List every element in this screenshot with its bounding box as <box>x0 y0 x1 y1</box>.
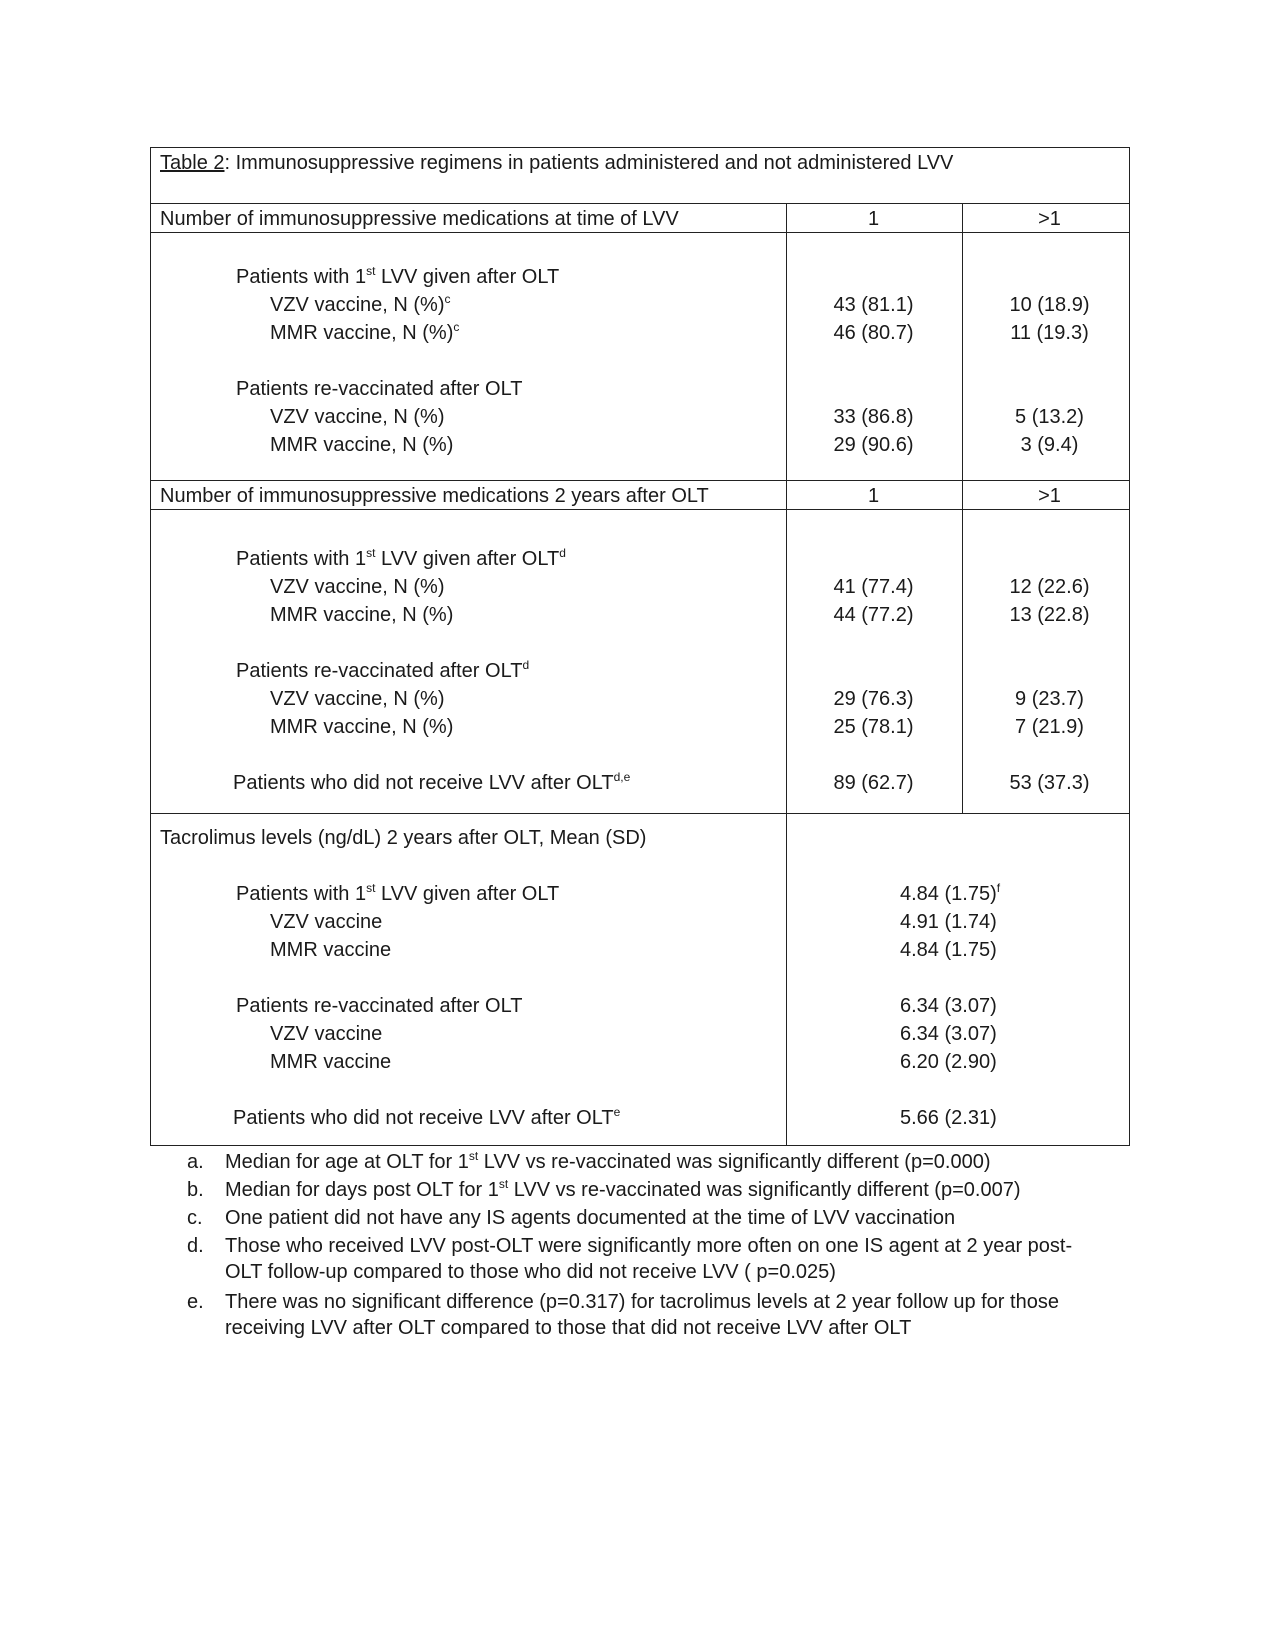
s3-group2-label: Patients re-vaccinated after OLT <box>236 995 523 1017</box>
s2-g2-row1-v2: 9 (23.7) <box>1015 688 1084 710</box>
footnote-d-text-line1: Those who received LVV post-OLT were significantly more often on one IS agent at 2 year post- <box>225 1235 1073 1257</box>
table-caption <box>160 150 953 176</box>
caption-bottom-border <box>150 203 1130 204</box>
footnote-c-letter: c. <box>187 1207 203 1229</box>
footnote-d-letter: d. <box>187 1235 204 1257</box>
s2-group3-label: Patients who did not receive LVV after OLT$^{d,e}$ <box>233 770 631 794</box>
s1-g2-row2-label: MMR vaccine, N (%) <box>270 434 454 456</box>
section1-header: Number of immunosuppressive medications at time of LVV <box>160 208 679 230</box>
s3-group1-label: Patients with 1st LVV given after OLT <box>236 881 560 905</box>
s2-g1-row2-v1: 44 (77.2) <box>833 604 914 626</box>
section2-header-bottom-border <box>150 509 1130 510</box>
s2-g3-v2: 53 (37.3) <box>1009 772 1090 794</box>
s1-g1-row1-v1: 43 (81.1) <box>833 294 914 316</box>
s1-g1-row1-label: VZV vaccine, N (%)$^c$ <box>270 292 451 316</box>
footnote-a-text: Median for age at OLT for 1st LVV vs re-vaccinated was significantly different (p=0.000) <box>225 1149 991 1173</box>
table-top-border <box>150 147 1130 148</box>
s2-g1-row1-v1: 41 (77.4) <box>833 576 914 598</box>
s2-g2-row1-label: VZV vaccine, N (%) <box>270 688 445 710</box>
s3-g2-row1-label: VZV vaccine <box>270 1023 383 1045</box>
footnote-e-letter: e. <box>187 1291 204 1313</box>
footnote-c-text: One patient did not have any IS agents documented at the time of LVV vaccination <box>225 1207 956 1229</box>
footnote-e-text-line2: receiving LVV after OLT compared to those that did not receive LVV after OLT <box>225 1317 912 1339</box>
s2-g3-v1: 89 (62.7) <box>833 772 914 794</box>
s1-g1-row2-v1: 46 (80.7) <box>833 322 914 344</box>
section1-col2-header: >1 <box>1038 208 1061 230</box>
footnote-d-text-line2: OLT follow-up compared to those who did not receive LVV ( p=0.025) <box>225 1261 836 1283</box>
s3-g1-row1-value: 4.91 (1.74) <box>900 911 997 933</box>
table-caption-text: : Immunosuppressive regimens in patients administered and not administered LVV <box>224 152 954 174</box>
section2-col1-header: 1 <box>867 485 880 507</box>
s2-g2-row2-label: MMR vaccine, N (%) <box>270 716 454 738</box>
s3-group3-label: Patients who did not receive LVV after OLT$^e$ <box>233 1105 621 1129</box>
s2-group1-label: Patients with 1st LVV given after OLT$^d$ <box>236 546 566 570</box>
section2-header: Number of immunosuppressive medications 2 years after OLT <box>160 485 709 507</box>
s1-g1-row2-v2: 11 (19.3) <box>1010 322 1089 344</box>
s3-g1-row2-label: MMR vaccine <box>270 939 392 961</box>
s3-g1-value: 4.84 $(1.75)^f$ <box>900 881 1001 905</box>
s3-g2-row2-value: 6.20 (2.90) <box>900 1051 997 1073</box>
footnote-a-letter: a. <box>187 1151 204 1173</box>
s1-g1-row1-v2: 10 (18.9) <box>1009 294 1090 316</box>
section1-header-bottom-border <box>150 232 1130 233</box>
section3-header: Tacrolimus levels (ng/dL) 2 years after OLT, Mean (SD) <box>160 827 647 849</box>
section1-col1-header: 1 <box>867 208 880 230</box>
s1-g1-row2-label: MMR vaccine, N (%)$^c$ <box>270 320 460 344</box>
s3-g2-row2-label: MMR vaccine <box>270 1051 392 1073</box>
s2-group2-label: Patients re-vaccinated after OLT$^d$ <box>236 658 530 682</box>
table-caption-label: Table 2 <box>160 152 225 174</box>
section2-col2-header: >1 <box>1038 485 1061 507</box>
s1-group1-label: Patients with 1st LVV given after OLT <box>236 264 560 288</box>
section2-header-top-border <box>150 480 1130 481</box>
s1-g2-row1-v1: 33 (86.8) <box>833 406 914 428</box>
s2-g1-row1-v2: 12 (22.6) <box>1009 576 1090 598</box>
s3-g1-row1-label: VZV vaccine <box>270 911 383 933</box>
s1-g2-row1-label: VZV vaccine, N (%) <box>270 406 445 428</box>
footnote-b-text: Median for days post OLT for 1st LVV vs re-vaccinated was significantly different (p=0.007) <box>225 1177 1021 1201</box>
footnote-e-text-line1: There was no significant difference (p=0.317) for tacrolimus levels at 2 year follow up for those <box>225 1291 1059 1313</box>
s1-g2-row2-v1: 29 (90.6) <box>833 434 914 456</box>
s2-g2-row2-v1: 25 (78.1) <box>833 716 914 738</box>
footnote-b-letter: b. <box>187 1179 204 1201</box>
s1-g2-row2-v2: 3 (9.4) <box>1020 434 1079 456</box>
section3-top-border <box>150 813 1130 814</box>
table-bottom-border <box>150 1145 1130 1146</box>
s2-g2-row1-v1: 29 (76.3) <box>833 688 914 710</box>
s3-g1-row2-value: 4.84 (1.75) <box>900 939 997 961</box>
s1-g2-row1-v2: 5 (13.2) <box>1015 406 1084 428</box>
s2-g1-row1-label: VZV vaccine, N (%) <box>270 576 445 598</box>
s3-g2-row1-value: 6.34 (3.07) <box>900 1023 997 1045</box>
table-left-border <box>150 147 151 1145</box>
s3-g3-value: 5.66 (2.31) <box>900 1107 997 1129</box>
s3-g2-value: 6.34 (3.07) <box>900 995 997 1017</box>
s2-g2-row2-v2: 7 (21.9) <box>1015 716 1084 738</box>
s2-g1-row2-v2: 13 (22.8) <box>1009 604 1090 626</box>
s1-group2-label: Patients re-vaccinated after OLT <box>236 378 523 400</box>
s2-g1-row2-label: MMR vaccine, N (%) <box>270 604 454 626</box>
